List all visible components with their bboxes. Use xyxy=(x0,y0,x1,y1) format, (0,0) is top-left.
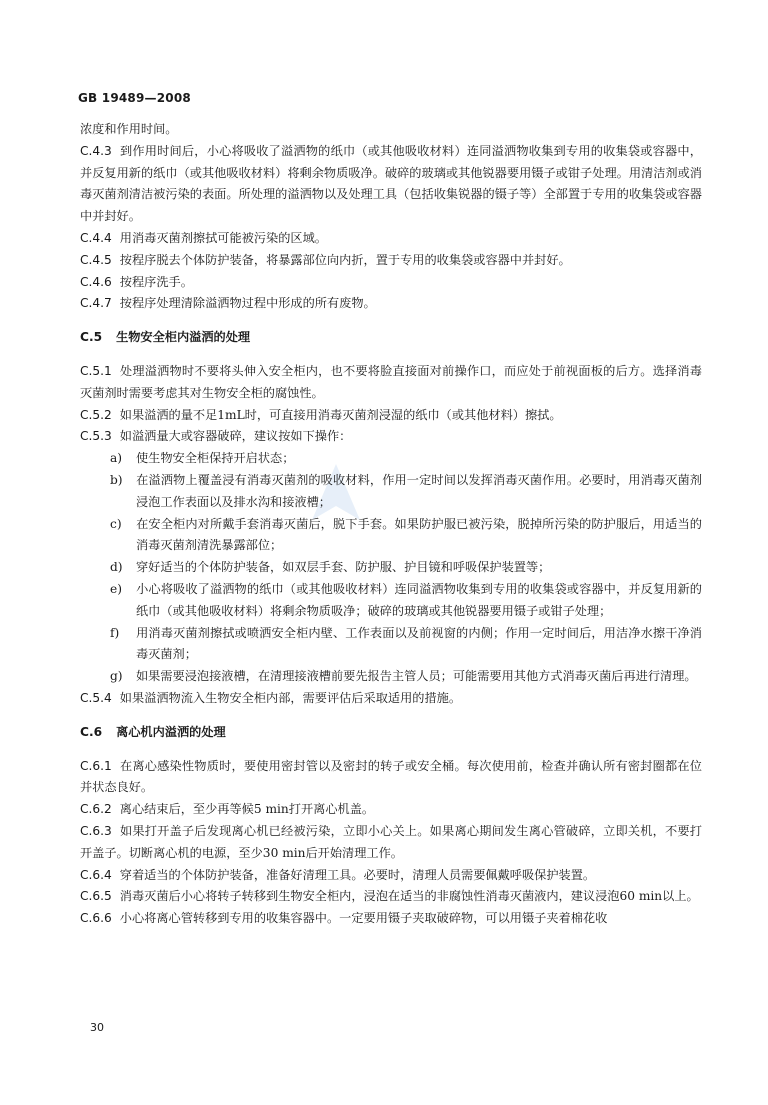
clause-text: 离心结束后，至少再等候5 min打开离心机盖。 xyxy=(119,802,375,817)
clause-number: C.6.2 xyxy=(80,802,112,817)
clause xyxy=(80,688,702,710)
list-item-text: 穿好适当的个体防护装备，如双层手套、防护服、护目镜和呼吸保护装置等； xyxy=(136,560,551,575)
clause xyxy=(80,886,702,908)
clause xyxy=(80,756,702,800)
list-item-text: 如果需要浸泡接液槽，在清理接液槽前要先报告主管人员；可能需要用其他方式消毒灭菌后再进行清理。 xyxy=(136,669,697,684)
clause-text: 用消毒灭菌剂擦拭可能被污染的区域。 xyxy=(119,230,327,245)
clause-text: 如果溢洒的量不足1mL时，可直接用消毒灭菌剂浸湿的纸巾（或其他材料）擦拭。 xyxy=(119,407,562,422)
list-item-text: 用消毒灭菌剂擦拭或喷洒安全柜内壁、工作表面以及前视窗的内侧；作用一定时间后，用洁净水擦干净消毒灭菌剂； xyxy=(136,625,702,662)
list-item xyxy=(80,557,702,579)
list-item xyxy=(80,579,702,623)
list-item-label: g) xyxy=(110,669,123,684)
standard-number: GB 19489—2008 xyxy=(78,91,191,105)
list-item xyxy=(80,470,702,514)
clause xyxy=(80,405,702,427)
clause-text: 小心将离心管转移到专用的收集容器中。一定要用镊子夹取破碎物，可以用镊子夹着棉花收 xyxy=(119,911,608,926)
list-item-text: 在安全柜内对所戴手套消毒灭菌后，脱下手套。如果防护服已被污染，脱掉所污染的防护服后，用适当的消毒灭菌剂清洗暴露部位； xyxy=(136,516,702,553)
list-item-text: 小心将吸收了溢洒物的纸巾（或其他吸收材料）连同溢洒物收集到专用的收集袋或容器中，并反复用新的纸巾（或其他吸收材料）将剩余物质吸净；破碎的玻璃或其他锐器要用镊子或钳子处理； xyxy=(136,581,702,618)
list-item-label: f) xyxy=(110,625,120,640)
clause-number: C.6.5 xyxy=(80,889,112,904)
clause xyxy=(80,228,702,250)
clause-number: C.5.3 xyxy=(80,429,112,444)
list-item xyxy=(80,666,702,688)
clause-text: 到作用时间后，小心将吸收了溢洒物的纸巾（或其他吸收材料）连同溢洒物收集到专用的收集袋或容器中，并反复用新的纸巾（或其他吸收材料）将剩余物质吸净。破碎的玻璃或其他锐器要用镊子或钳子处理。用清洁剂或消毒灭菌剂清洁被污染的表面。所处理的溢洒物以及处理工具（包括收集锐器的镊子等）全部置于专用的收集袋或容器中并封好。 xyxy=(80,143,702,224)
list-item xyxy=(80,623,702,667)
section-number: C.5 xyxy=(80,330,103,345)
paragraph-text: 浓度和作用时间。 xyxy=(80,122,178,136)
section-title: 离心机内溢洒的处理 xyxy=(116,724,226,739)
list-item-label: b) xyxy=(110,472,123,487)
clause-text: 在离心感染性物质时，要使用密封管以及密封的转子或安全桶。每次使用前，检查并确认所有密封圈都在位并状态良好。 xyxy=(80,758,702,795)
section-heading xyxy=(80,722,702,744)
list-item xyxy=(80,448,702,470)
clause xyxy=(80,426,702,448)
clause xyxy=(80,908,702,930)
clause-number: C.5.1 xyxy=(80,363,112,378)
clause xyxy=(80,865,702,887)
clause-number: C.6.4 xyxy=(80,867,112,882)
clause xyxy=(80,250,702,272)
clause-number: C.4.5 xyxy=(80,252,112,267)
section-title: 生物安全柜内溢洒的处理 xyxy=(116,330,251,345)
list-item-text: 在溢洒物上覆盖浸有消毒灭菌剂的吸收材料，作用一定时间以发挥消毒灭菌作用。必要时，用消毒灭菌剂浸泡工作表面以及排水沟和接液槽； xyxy=(136,472,702,509)
list-item-label: e) xyxy=(110,581,122,596)
clause-text: 如果溢洒物流入生物安全柜内部，需要评估后采取适用的措施。 xyxy=(119,690,462,705)
list-item-text: 使生物安全柜保持开启状态； xyxy=(136,451,295,466)
clause xyxy=(80,821,702,865)
list-item-label: c) xyxy=(110,516,122,531)
clause-text: 按程序处理清除溢洒物过程中形成的所有废物。 xyxy=(119,296,376,311)
page-number: 30 xyxy=(90,1021,104,1034)
clause xyxy=(80,361,702,405)
clause-text: 按程序脱去个体防护装备，将暴露部位向内折，置于专用的收集袋或容器中并封好。 xyxy=(119,252,571,267)
clause xyxy=(80,799,702,821)
document-body xyxy=(80,119,702,930)
clause-number: C.5.2 xyxy=(80,407,112,422)
clause-number: C.4.6 xyxy=(80,274,112,289)
clause-number: C.4.3 xyxy=(80,143,112,158)
clause-number: C.5.4 xyxy=(80,690,112,705)
list-item-label: a) xyxy=(110,451,123,466)
clause-text: 处理溢洒物时不要将头伸入安全柜内，也不要将脸直接面对前操作口，而应处于前视面板的后方。选择消毒灭菌剂时需要考虑其对生物安全柜的腐蚀性。 xyxy=(80,363,702,400)
clause xyxy=(80,141,702,228)
clause-text: 消毒灭菌后小心将转子转移到生物安全柜内，浸泡在适当的非腐蚀性消毒灭菌液内，建议浸泡60 min以上。 xyxy=(119,889,699,904)
clause-number: C.6.3 xyxy=(80,823,112,838)
section-number: C.6 xyxy=(80,724,103,739)
clause-number: C.4.7 xyxy=(80,296,112,311)
list-item-label: d) xyxy=(110,560,123,575)
clause-text: 如果打开盖子后发现离心机已经被污染，立即小心关上。如果离心期间发生离心管破碎，立即关机，不要打开盖子。切断离心机的电源，至少30 min后开始清理工作。 xyxy=(80,823,702,860)
section-heading xyxy=(80,327,702,349)
paragraph xyxy=(80,119,702,141)
clause xyxy=(80,272,702,294)
clause-text: 穿着适当的个体防护装备，准备好清理工具。必要时，清理人员需要佩戴呼吸保护装置。 xyxy=(119,867,596,882)
clause-text: 如溢洒量大或容器破碎，建议按如下操作： xyxy=(119,429,352,444)
clause-number: C.4.4 xyxy=(80,230,112,245)
clause-text: 按程序洗手。 xyxy=(119,274,193,289)
clause-number: C.6.6 xyxy=(80,911,112,926)
list-item xyxy=(80,514,702,558)
clause xyxy=(80,293,702,315)
clause-number: C.6.1 xyxy=(80,758,112,773)
